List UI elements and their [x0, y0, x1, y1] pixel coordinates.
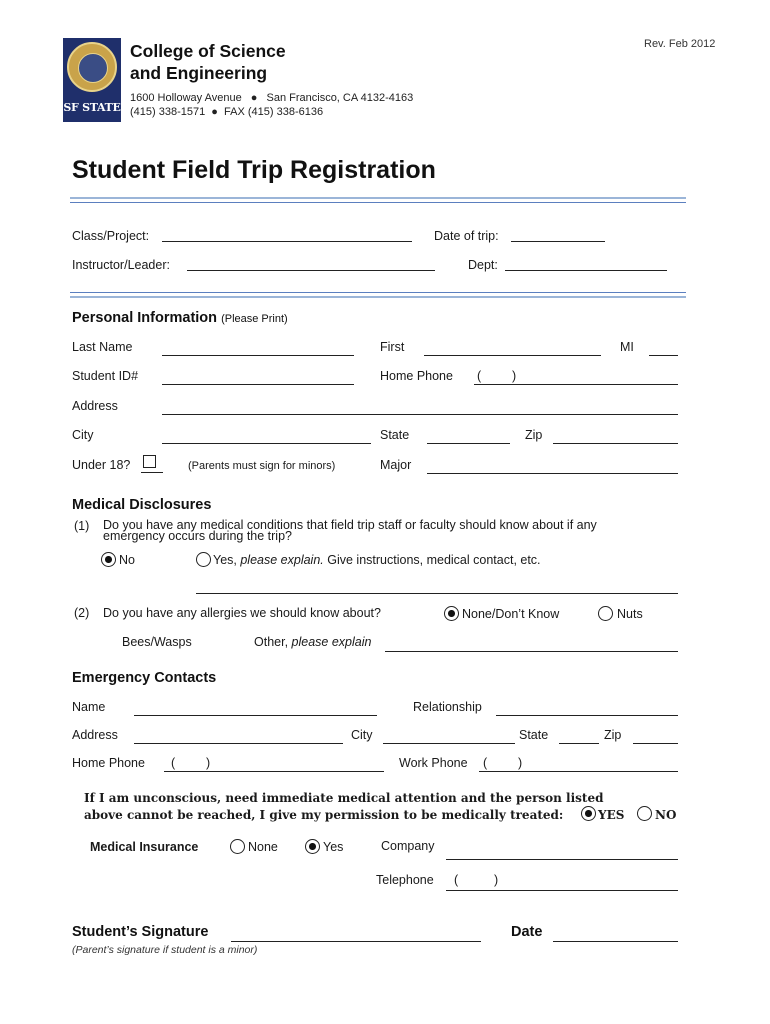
insurance-company-label: Company	[381, 839, 435, 853]
signature-date-label: Date	[511, 924, 543, 940]
date-of-trip-field[interactable]	[511, 241, 605, 242]
ec-relationship-field[interactable]	[496, 715, 678, 716]
mi-label: MI	[620, 340, 634, 354]
zip-label: Zip	[525, 428, 543, 442]
zip-field[interactable]	[553, 443, 678, 444]
consent-no-label: NO	[655, 808, 677, 822]
address-label: Address	[72, 399, 118, 413]
other-please-explain: please explain	[291, 635, 372, 649]
ec-relationship-label: Relationship	[413, 700, 482, 714]
medical-heading: Medical Disclosures	[72, 497, 212, 513]
insurance-telephone-field[interactable]	[446, 890, 678, 891]
last-name-label: Last Name	[72, 340, 133, 354]
university-seal-icon	[67, 42, 117, 92]
class-project-label: Class/Project:	[72, 229, 150, 243]
consent-yes-radio[interactable]	[581, 806, 596, 821]
address-line1	[130, 91, 413, 105]
consent-yes-label: YES	[598, 808, 625, 822]
divider-dark	[70, 202, 686, 203]
parent-signature-note: (Parent’s signature if student is a minor)	[72, 944, 258, 956]
instructor-field[interactable]	[187, 270, 435, 271]
insurance-company-field[interactable]	[446, 859, 678, 860]
ec-zip-field[interactable]	[633, 743, 678, 744]
date-of-trip-label: Date of trip:	[434, 229, 499, 243]
divider-dark	[70, 292, 686, 293]
consent-line2: above cannot be reached, I give my permission to be medically treated:	[84, 808, 564, 822]
ec-work-phone-field[interactable]	[479, 771, 678, 772]
fax-number: FAX (415) 338-6136	[224, 106, 324, 118]
insurance-yes-label: Yes	[323, 840, 344, 854]
logo-text: SF STATE	[63, 101, 121, 114]
city-label: City	[72, 428, 94, 442]
area-code-open: (	[477, 369, 482, 383]
home-phone-field[interactable]	[474, 384, 678, 385]
phone-number: (415) 338-1571	[130, 106, 206, 118]
q2-none-label: None/Don’t Know	[462, 607, 560, 621]
sf-state-logo	[63, 38, 121, 122]
city-field[interactable]	[162, 443, 371, 444]
class-project-field[interactable]	[162, 241, 412, 242]
q1-no-label: No	[119, 553, 135, 567]
other-word: Other,	[254, 635, 289, 649]
q1-yes-radio[interactable]	[196, 552, 211, 567]
insurance-area-close: )	[494, 873, 499, 887]
q2-nuts-radio[interactable]	[598, 606, 613, 621]
ec-home-phone-field[interactable]	[164, 771, 384, 772]
student-id-label: Student ID#	[72, 369, 139, 383]
ec-home-area-close: )	[206, 756, 211, 770]
home-phone-label: Home Phone	[380, 369, 453, 383]
insurance-area-open: (	[454, 873, 459, 887]
under-18-field	[141, 472, 163, 473]
please-print-note: (Please Print)	[221, 313, 288, 325]
other-allergy-label	[254, 635, 371, 649]
q1-yes-label	[213, 553, 541, 567]
revision-date: Rev. Feb 2012	[644, 38, 716, 50]
student-signature-label: Student’s Signature	[72, 924, 209, 940]
q1-yes-word: Yes,	[213, 553, 237, 567]
address-line2	[130, 105, 323, 119]
ec-city-field[interactable]	[383, 743, 515, 744]
question-2-text: Do you have any allergies we should know about?	[103, 606, 381, 620]
street-address: 1600 Holloway Avenue	[130, 92, 242, 104]
question-1-line2: emergency occurs during the trip?	[103, 529, 292, 543]
ec-name-field[interactable]	[134, 715, 377, 716]
q2-nuts-label: Nuts	[617, 607, 643, 621]
instructor-label: Instructor/Leader:	[72, 258, 170, 272]
bullet-icon: ●	[250, 92, 258, 104]
mi-field[interactable]	[649, 355, 678, 356]
first-name-label: First	[380, 340, 405, 354]
ec-state-label: State	[519, 728, 549, 742]
under-18-label: Under 18?	[72, 458, 131, 472]
ec-name-label: Name	[72, 700, 106, 714]
state-field[interactable]	[427, 443, 510, 444]
q1-explain-field[interactable]	[196, 593, 678, 594]
under-18-checkbox[interactable]	[143, 455, 156, 468]
question-1-number: (1)	[74, 519, 90, 533]
major-field[interactable]	[427, 473, 678, 474]
question-2-number: (2)	[74, 606, 90, 620]
ec-work-phone-label: Work Phone	[399, 756, 468, 770]
medical-insurance-label: Medical Insurance	[90, 840, 199, 854]
ec-state-field[interactable]	[559, 743, 599, 744]
student-id-field[interactable]	[162, 384, 354, 385]
consent-line1: If I am unconscious, need immediate medical attention and the person listed	[84, 791, 604, 805]
ec-home-phone-label: Home Phone	[72, 756, 145, 770]
city-address: San Francisco, CA 4132-4163	[266, 92, 414, 104]
area-code-close: )	[512, 369, 517, 383]
ec-home-area-open: (	[171, 756, 176, 770]
dept-label: Dept:	[468, 258, 498, 272]
major-label: Major	[380, 458, 412, 472]
divider-light	[70, 197, 686, 199]
dept-field[interactable]	[505, 270, 667, 271]
other-allergy-field[interactable]	[385, 651, 678, 652]
state-label: State	[380, 428, 410, 442]
insurance-telephone-label: Telephone	[376, 873, 434, 887]
ec-address-label: Address	[72, 728, 118, 742]
bees-wasps-label: Bees/Wasps	[122, 635, 192, 649]
college-name-line2: and Engineering	[130, 63, 268, 83]
personal-info-title: Personal Information	[72, 310, 218, 326]
last-name-field[interactable]	[162, 355, 354, 356]
bullet-icon: ●	[211, 106, 218, 118]
insurance-none-radio[interactable]	[230, 839, 245, 854]
ec-zip-label: Zip	[604, 728, 622, 742]
insurance-yes-radio[interactable]	[305, 839, 320, 854]
student-signature-field[interactable]	[231, 941, 481, 942]
parents-sign-note: (Parents must sign for minors)	[188, 460, 336, 472]
signature-date-field[interactable]	[553, 941, 678, 942]
ec-work-area-open: (	[483, 756, 488, 770]
question-1-line1: Do you have any medical conditions that field trip staff or faculty should know about if any	[103, 518, 597, 532]
ec-city-label: City	[351, 728, 373, 742]
first-name-field[interactable]	[424, 355, 601, 356]
q1-no-radio[interactable]	[101, 552, 116, 567]
page-title: Student Field Trip Registration	[72, 156, 436, 184]
q1-instructions: Give instructions, medical contact, etc.	[327, 553, 541, 567]
insurance-none-label: None	[248, 840, 278, 854]
emergency-heading: Emergency Contacts	[72, 670, 217, 686]
address-field[interactable]	[162, 414, 678, 415]
divider-light	[70, 296, 686, 298]
q1-please-explain: please explain.	[240, 553, 324, 567]
q2-none-radio[interactable]	[444, 606, 459, 621]
consent-no-radio[interactable]	[637, 806, 652, 821]
ec-work-area-close: )	[518, 756, 523, 770]
college-name-line1: College of Science	[130, 41, 286, 61]
personal-info-heading	[72, 310, 288, 326]
ec-address-field[interactable]	[134, 743, 343, 744]
